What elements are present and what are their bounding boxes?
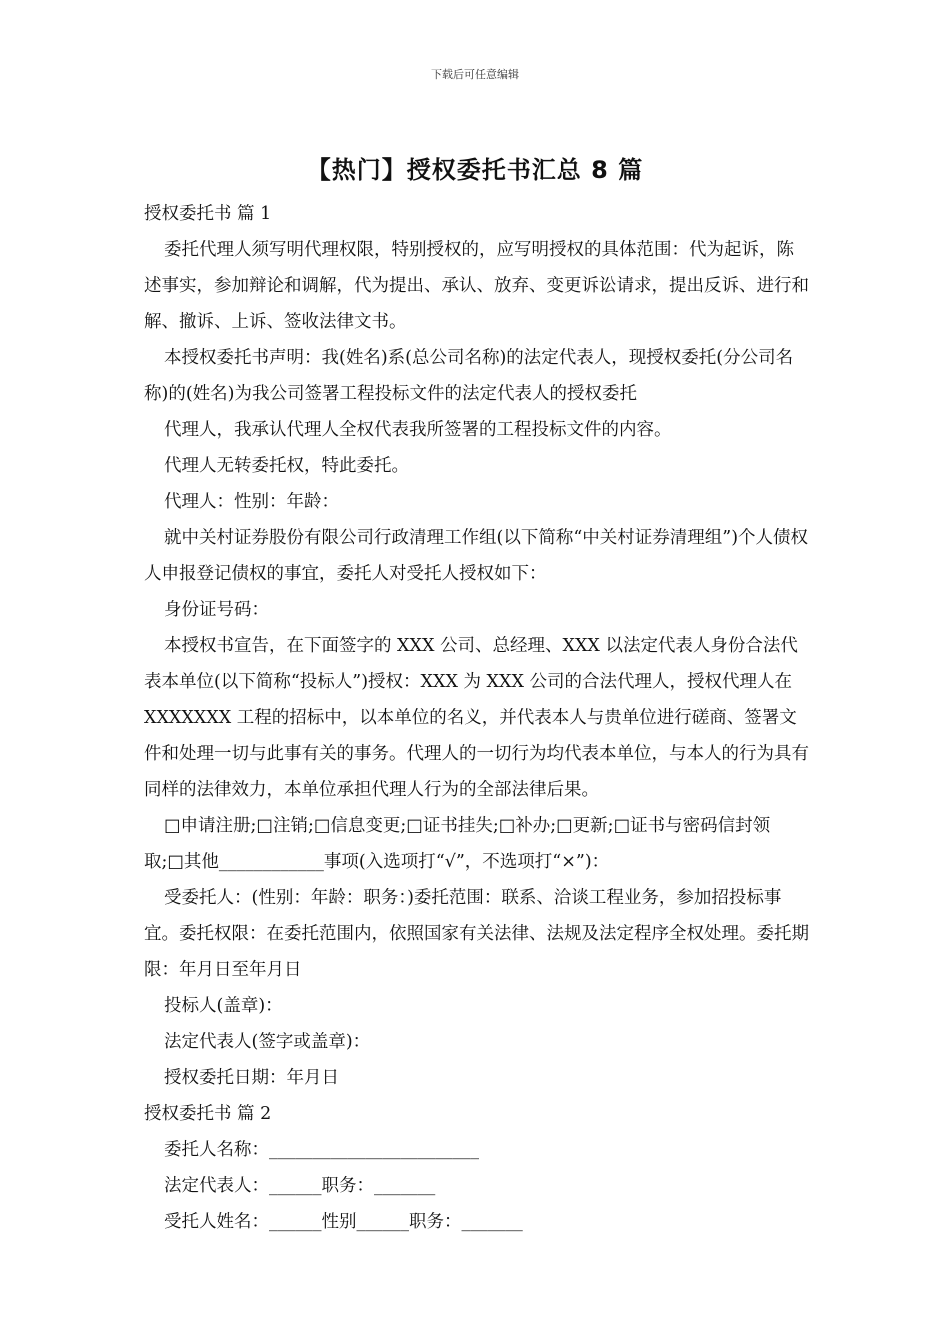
paragraph: 受委托人：(性别：年龄：职务：)委托范围：联系、洽谈工程业务，参加招投标事宜。委托权限：在委托范围内，依照国家有关法律、法规及法定程序全权处理。委托期限：年月日至年月日: [144, 888, 809, 980]
paragraph: 法定代表人(签字或盖章)：: [164, 1032, 371, 1052]
document-body: [144, 196, 810, 1240]
paragraph: 代理人，我承认代理人全权代表我所签署的工程投标文件的内容。: [164, 420, 672, 440]
paragraph: 本授权委托书声明：我(姓名)系(总公司名称)的法定代表人，现授权委托(分公司名称)的(姓名)为我公司签署工程投标文件的法定代表人的授权委托: [144, 348, 794, 404]
paragraph: 代理人：性别：年龄：: [164, 492, 339, 512]
paragraph: 授权委托日期：年月日: [164, 1068, 339, 1088]
paragraph: 代理人无转委托权，特此委托。: [164, 456, 409, 476]
document-title: 【热门】授权委托书汇总 8 篇: [306, 156, 644, 184]
paragraph: □申请注册;□注销;□信息变更;□证书挂失;□补办;□更新;□证书与密码信封领取;□其他____________事项(入选项打“√”，不选项打“×”)：: [144, 816, 771, 872]
paragraph: 投标人(盖章)：: [164, 996, 283, 1016]
paragraph: 法定代表人：______职务：_______: [164, 1176, 436, 1196]
paragraph: 身份证号码：: [164, 600, 269, 620]
section-heading-1: 授权委托书 篇 1: [144, 204, 272, 224]
section-heading-2: 授权委托书 篇 2: [144, 1104, 272, 1124]
paragraph: 受托人姓名：______性别______职务：_______: [164, 1212, 523, 1232]
paragraph: 本授权书宣告，在下面签字的 XXX 公司、总经理、XXX 以法定代表人身份合法代表本单位(以下简称“投标人”)授权：XXX 为 XXX 公司的合法代理人，授权代理人在 XXXXXXX 工程的招标中，以本单位的名义，并代表本人与贵单位进行磋商、签署文件和处理一切与此事有关的事务。代理人的一切行为均代表本单位，与本人的行为具有同样的法律效力，本单位承担代理人行为的全部法律后果。: [144, 636, 809, 800]
paragraph: 委托代理人须写明代理权限，特别授权的，应写明授权的具体范围：代为起诉，陈述事实，参加辩论和调解，代为提出、承认、放弃、变更诉讼请求，提出反诉、进行和解、撤诉、上诉、签收法律文书。: [144, 240, 809, 332]
page-header-note: 下载后可任意编辑: [431, 68, 519, 81]
paragraph: 就中关村证券股份有限公司行政清理工作组(以下简称“中关村证券清理组”)个人债权人申报登记债权的事宜，委托人对受托人授权如下：: [144, 528, 809, 584]
paragraph: 委托人名称：________________________: [164, 1140, 479, 1160]
